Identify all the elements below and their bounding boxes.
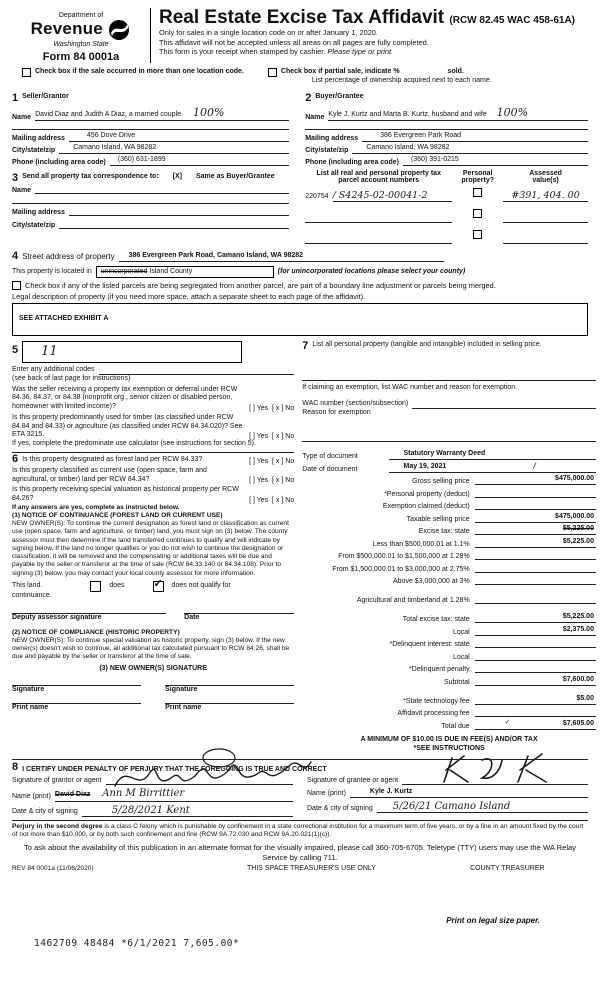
perjury-lead: Perjury in the second degree bbox=[12, 822, 103, 830]
exemption-yes-checkbox[interactable]: [ ] Yes bbox=[249, 404, 269, 412]
current-use-yes-checkbox[interactable]: [ ] Yes bbox=[249, 477, 269, 485]
gross-selling-price-value[interactable]: $475,000.00 bbox=[475, 475, 596, 485]
section-6-number: 6 bbox=[12, 452, 19, 465]
codes-handwritten: 11 bbox=[41, 343, 58, 359]
correspondence-mailing-label: Mailing address bbox=[12, 208, 65, 216]
buyer-phone-label: Phone (including area code) bbox=[305, 158, 399, 166]
segregated-parcel-label: Check box if any of the listed parcels are being segregated from another parcel, are part of a boundary line adjustment or parcels being merged. bbox=[25, 281, 496, 291]
buyer-name-field[interactable] bbox=[328, 106, 588, 121]
accessibility-notice: To ask about the availability of this publication in an alternate format for the visually impaired, please call 360-705-6705. Teletype (TTY) users may use the WA Relay Service by calling 711. bbox=[23, 843, 577, 862]
legal-description-field[interactable] bbox=[12, 303, 588, 336]
seller-phone-label: Phone (including area code) bbox=[12, 158, 106, 166]
type-of-document-field[interactable] bbox=[389, 450, 596, 460]
same-as-buyer-checkbox[interactable]: [X] bbox=[172, 172, 182, 180]
exemption-claimed-value[interactable] bbox=[475, 500, 596, 510]
personal-property-deduct-label: *Personal property (deduct) bbox=[384, 490, 470, 498]
parcel-row-2 bbox=[305, 205, 588, 223]
buyer-grantee-section bbox=[305, 93, 588, 244]
rev-number: REV 84 0001a (11/06/2020) bbox=[12, 865, 94, 873]
section-2-title: Buyer/Grantee bbox=[315, 92, 364, 100]
new-owner-signature-heading: (3) NEW OWNER(S) SIGNATURE bbox=[99, 664, 207, 672]
grantor-date-label: Date & city of signing bbox=[12, 808, 78, 815]
personal-property-checkbox-2[interactable] bbox=[473, 209, 482, 218]
cashier-stamp: 1462709 48484 *6/1/2021 7,605.00* bbox=[34, 938, 240, 949]
notice-continuance-text: NEW OWNER(S): To continue the current designation as forest land or classification as current use (open space, farm and agriculture, or timber) land, you must sign on (3) below. The county assessor must then determine if the land transferred continues to qualify and will indicate by signing below. If the land no longer qualifies or you do not wish to continue the designation or classification, it will be removed and the compensating or additional taxes will be due and payable by the seller or transferor at the time of sale (RCW 84.33.140 or 84.34.108). Prior to signing (3) below, you may contact your local county assessor for more information. bbox=[12, 520, 289, 577]
seller-name-field[interactable] bbox=[35, 106, 289, 121]
current-use-question: Is this property classified as current use (open space, farm and agricultural, or timber) land per RCW 84.34? bbox=[12, 466, 207, 483]
notice-compliance-heading: (2) NOTICE OF COMPLIANCE (HISTORIC PROPERTY) bbox=[12, 628, 180, 636]
section-8-number: 8 bbox=[12, 761, 19, 774]
perjury-notice bbox=[12, 820, 588, 839]
grantee-signature-field[interactable] bbox=[402, 775, 588, 785]
delinquent-penalty-label: *Delinquent penalty bbox=[408, 666, 470, 674]
buyer-mailing-field[interactable] bbox=[362, 132, 588, 142]
grantor-print-name-label: Name (print) bbox=[12, 793, 51, 800]
personal-property-deduct-value[interactable] bbox=[475, 488, 596, 498]
grantee-name-value: Kyle J. Kurtz bbox=[369, 788, 413, 796]
total-excise-local-value[interactable]: $2,375.00 bbox=[475, 626, 596, 636]
date-of-document-value: May 19, 2021 bbox=[403, 462, 447, 470]
grantor-date-field[interactable] bbox=[82, 805, 293, 817]
does-not-label: does not qualify for bbox=[171, 581, 231, 589]
partial-sale-sold-label: sold. bbox=[447, 68, 464, 75]
total-due-value: $7,605.00 bbox=[562, 719, 594, 727]
legal-size-note: Print on legal size paper. bbox=[446, 915, 540, 925]
personal-property-header-1: Personal bbox=[462, 169, 493, 177]
section-1-number: 1 bbox=[12, 91, 19, 104]
grantor-date-handwritten: 5/28/2021 Kent bbox=[111, 804, 190, 816]
section-5-number: 5 bbox=[12, 343, 19, 356]
unincorporated-struck: unincorporated bbox=[100, 267, 148, 275]
partial-sale-pct-field[interactable] bbox=[404, 68, 444, 69]
partial-sale-checkbox[interactable] bbox=[268, 68, 277, 77]
dor-logo-icon bbox=[107, 19, 131, 41]
seller-mailing-value: 456 Dove Drive bbox=[86, 131, 136, 139]
additional-codes-field[interactable] bbox=[99, 365, 295, 375]
subtitle-1: Only for sales in a single location code on or after January 1, 2020. bbox=[159, 27, 378, 37]
seller-name-value: David Diaz and Judith A Diaz, a married couple bbox=[35, 110, 181, 118]
same-as-buyer-label: Same as Buyer/Grantee bbox=[196, 172, 275, 180]
correspondence-csz-label: City/state/zip bbox=[12, 221, 56, 229]
exemption-claimed-label: Exemption claimed (deduct) bbox=[382, 503, 470, 511]
reason-exemption-label: Reason for exemption bbox=[302, 408, 371, 416]
street-address-value: 386 Evergreen Park Road, Camano Island, WA 98282 bbox=[128, 251, 304, 259]
legal-description-label: Legal description of property (if you need more space, attach a separate sheet to each page of the affidavit). bbox=[12, 291, 366, 301]
tier1-value[interactable]: $5,225.00 bbox=[475, 538, 596, 548]
seller-mailing-field[interactable] bbox=[69, 132, 289, 142]
assessed-value-header-2: value(s) bbox=[532, 176, 559, 184]
total-due-pen-mark: ✓ bbox=[504, 717, 511, 726]
grantee-signing-block bbox=[307, 775, 588, 817]
correspondence-name-field[interactable] bbox=[35, 184, 289, 194]
partial-sale-label: Check box if partial sale, indicate % bbox=[280, 68, 400, 75]
affidavit-processing-fee-label: Affidavit processing fee bbox=[397, 710, 470, 718]
see-instructions-note: *SEE INSTRUCTIONS bbox=[413, 744, 485, 752]
excise-tax-state-label: Excise tax: state bbox=[418, 528, 470, 536]
title-block bbox=[150, 8, 588, 63]
seller-mailing-label: Mailing address bbox=[12, 134, 65, 142]
grantee-date-field[interactable] bbox=[377, 801, 588, 813]
form-header bbox=[12, 8, 588, 63]
multi-location-checkbox[interactable] bbox=[22, 68, 31, 77]
form-title-rcw: (RCW 82.45 WAC 458-61A) bbox=[449, 15, 575, 26]
codes-note: (see back of last page for instructions) bbox=[12, 374, 131, 382]
correspondence-name-label: Name bbox=[12, 186, 32, 194]
section-1-title: Seller/Grantor bbox=[22, 92, 69, 100]
continuance-label: continuance. bbox=[12, 591, 52, 599]
seller-name-label: Name bbox=[12, 113, 32, 121]
excise-tax-state-value-struck[interactable]: $5,225.00 bbox=[475, 525, 596, 535]
timber-yes-checkbox[interactable]: [ ] Yes bbox=[249, 433, 269, 440]
subtitle-2: This affidavit will not be accepted unless all areas on all pages are fully completed. bbox=[159, 37, 429, 47]
dor-logo-block bbox=[12, 8, 150, 63]
historic-no-checkbox[interactable]: [ x ] No bbox=[272, 496, 295, 504]
historic-question: Is this property receiving special valuation as historical property per RCW 84.26? bbox=[12, 486, 239, 502]
forest-no-checkbox[interactable]: [ x ] No bbox=[272, 457, 295, 465]
historic-yes-checkbox[interactable]: [ ] Yes bbox=[249, 496, 269, 504]
agricultural-label: Agricultural and timberland at 1.28% bbox=[356, 597, 470, 605]
section-7-financial-column bbox=[302, 341, 596, 754]
notice-continuance-heading: (1) NOTICE OF CONTINUANCE (FOREST LAND OR CURRENT USE) bbox=[12, 511, 223, 519]
wac-number-field[interactable] bbox=[412, 399, 596, 409]
grantor-signature-field[interactable] bbox=[106, 775, 293, 785]
date-of-document-label: Date of document bbox=[302, 465, 358, 473]
parcel-header-1: List all real and personal property tax bbox=[316, 169, 441, 177]
correspondence-csz-field[interactable] bbox=[59, 219, 289, 229]
assessed-value-field-1[interactable] bbox=[503, 190, 588, 202]
street-address-field[interactable] bbox=[119, 252, 444, 262]
assessed-value-header-1: Assessed bbox=[529, 169, 562, 177]
parcel-number-handwritten: / S4245-02-00041-2 bbox=[332, 189, 428, 201]
forest-yes-checkbox[interactable]: [ ] Yes bbox=[249, 457, 269, 465]
subtotal-value[interactable]: $7,600.00 bbox=[475, 676, 596, 686]
wac-number-label: WAC number (section/subsection) bbox=[302, 399, 409, 407]
legal-description-value: SEE ATTACHED EXHIBIT A bbox=[19, 314, 109, 322]
additional-codes-label: Enter any additional codes bbox=[12, 366, 95, 373]
segregated-parcel-checkbox[interactable] bbox=[12, 281, 21, 290]
exemption-claim-label: If claiming an exemption, list WAC number and reason for exemption. bbox=[302, 383, 518, 391]
grantee-date-label: Date & city of signing bbox=[307, 804, 373, 812]
seller-csz-field[interactable] bbox=[59, 144, 289, 154]
personal-property-checkbox-3[interactable] bbox=[473, 230, 482, 239]
current-use-no-checkbox[interactable]: [ x ] No bbox=[272, 477, 295, 485]
delinquent-interest-local-label: Local bbox=[452, 653, 470, 661]
multi-location-label: Check box if the sale occurred in more than one location code. bbox=[35, 68, 244, 75]
certification-section bbox=[12, 759, 588, 817]
grantor-name-handwritten: Ann M Birrittier bbox=[102, 788, 185, 800]
seller-phone-value: (360) 631-1899 bbox=[117, 155, 166, 163]
tier3-label: From $1,500,000.01 to $3,000,000 at 2.75% bbox=[332, 565, 470, 573]
delinquent-interest-state-label: *Delinquent interest: state bbox=[389, 641, 470, 649]
does-label: does bbox=[109, 581, 125, 589]
does-not-checkbox[interactable] bbox=[153, 576, 164, 592]
total-excise-state-label: Total excise tax: state bbox=[402, 616, 470, 624]
predominate-use-note: If yes, complete the predominate use calculator (see instructions for section 5). bbox=[12, 440, 256, 447]
parcel-table bbox=[305, 170, 588, 184]
buyer-phone-value: (360) 391-0215 bbox=[410, 155, 459, 163]
does-not-checkmark: ✓ bbox=[153, 576, 163, 590]
exemption-question: Was the seller receiving a property tax exemption or deferral under RCW 84.36, 84.37, or 84.38 (nonprofit org., senior citizen or disabled person, homeowner with limited income)? bbox=[12, 385, 238, 410]
buyer-name-label: Name bbox=[305, 113, 325, 121]
taxable-selling-price-value[interactable]: $475,000.00 bbox=[475, 513, 596, 523]
county-value: Island County bbox=[149, 267, 193, 275]
timber-no-checkbox[interactable]: [ x ] No bbox=[272, 433, 295, 440]
washington-state-label: Washington State bbox=[53, 41, 109, 48]
delinquent-interest-local-value[interactable] bbox=[475, 651, 596, 661]
form-title-text: Real Estate Excise Tax Affidavit bbox=[159, 7, 445, 28]
subtitle-3a: This form is your receipt when stamped by cashier. bbox=[159, 47, 328, 57]
parcel-number-printed: 220754 bbox=[305, 192, 329, 200]
date-of-document-field[interactable] bbox=[389, 460, 596, 473]
tier4-label: Above $3,000,000 at 3% bbox=[393, 578, 470, 586]
agricultural-value[interactable] bbox=[475, 594, 596, 604]
delinquent-penalty-value[interactable] bbox=[475, 663, 596, 673]
seller-csz-value: Camano Island, WA 98282 bbox=[73, 143, 157, 151]
subtotal-label: Subtotal bbox=[443, 678, 470, 686]
buyer-csz-label: City/state/zip bbox=[305, 146, 349, 154]
deputy-assessor-label: Deputy assessor signature bbox=[12, 613, 102, 621]
tier3-value[interactable] bbox=[475, 563, 596, 573]
parcel-row-1 bbox=[305, 184, 588, 202]
grantee-print-name-label: Name (print) bbox=[307, 789, 346, 797]
this-land-label: This land. bbox=[12, 581, 43, 589]
timber-question: Is this property predominantly used for timber (as classified under RCW 84.84 and 84.33) or agriculture (as classified under RCW 84.34.020)? See ETA 3215. bbox=[12, 413, 243, 439]
total-due-field[interactable] bbox=[475, 717, 596, 730]
grantor-signing-block bbox=[12, 775, 293, 817]
assessed-value-field-2[interactable] bbox=[503, 213, 588, 223]
ownership-pct-note: List percentage of ownership acquired next to each name. bbox=[311, 77, 492, 84]
deputy-date-label: Date bbox=[184, 613, 200, 621]
type-of-document-label: Type of document bbox=[302, 453, 358, 461]
county-note: (for unincorporated locations please select your county) bbox=[277, 267, 466, 275]
seller-grantor-section bbox=[12, 93, 289, 244]
located-in-label: This property is located in bbox=[12, 267, 92, 275]
county-select[interactable] bbox=[96, 266, 274, 279]
subtitle-3 bbox=[159, 47, 588, 57]
tier1-label: Less than $500,000.01 at 1.1% bbox=[372, 540, 470, 548]
buyer-pct-handwritten: 100% bbox=[496, 105, 529, 119]
grantee-date-handwritten: 5/26/21 Camano Island bbox=[392, 801, 511, 813]
grantor-signature-label: Signature of grantor or agent bbox=[12, 776, 102, 784]
taxable-selling-price-label: Taxable selling price bbox=[406, 515, 470, 523]
property-address-section bbox=[12, 251, 588, 336]
delinquent-interest-state-value[interactable] bbox=[475, 638, 596, 648]
correspondence-mailing-field[interactable] bbox=[69, 206, 289, 216]
revenue-wordmark: Revenue bbox=[30, 19, 103, 39]
street-address-label: Street address of property bbox=[22, 251, 115, 261]
tier2-label: From $500,000.01 to $1,500,000 at 1.28% bbox=[338, 553, 470, 561]
section-2-number: 2 bbox=[305, 91, 312, 104]
grantee-signature-label: Signature of grantee or agent bbox=[307, 776, 399, 784]
exemption-no-checkbox[interactable]: [ x ] No bbox=[272, 404, 295, 412]
buyer-csz-value: Camano Island, WA 98282 bbox=[366, 143, 450, 151]
section-4-number: 4 bbox=[12, 249, 19, 262]
seller-phone-field[interactable] bbox=[110, 156, 289, 166]
buyer-mailing-label: Mailing address bbox=[305, 134, 359, 142]
affidavit-processing-fee-value[interactable] bbox=[475, 707, 596, 717]
perjury-body: is a class C felony which is punishable by confinement in a state correctional institution for a maximum term of five years, or by a fine in an amount fixed by the court of not more than $10,000, or by both such confinement and fine (RCW 9A.72.030 and RCW 9A.20.021(1)(c)). bbox=[12, 822, 584, 838]
personal-property-list-label: List all personal property (tangible and intangible) included in selling price. bbox=[312, 340, 542, 348]
buyer-mailing-value: 386 Evergreen Park Road bbox=[380, 131, 462, 139]
form-number: Form 84 0001a bbox=[42, 51, 120, 63]
grantor-name-struck: David Diaz bbox=[54, 791, 91, 799]
date-pen-mark: / bbox=[533, 460, 536, 470]
personal-property-list-field[interactable] bbox=[302, 380, 596, 381]
parcel-number-field[interactable] bbox=[333, 190, 453, 202]
total-due-label: Total due bbox=[441, 722, 470, 730]
sections-5-6-column bbox=[12, 341, 294, 754]
seller-csz-label: City/state/zip bbox=[12, 146, 56, 154]
forest-land-question: Is this property designated as forest land per RCW 84.33? bbox=[22, 456, 203, 463]
reason-exemption-field[interactable] bbox=[302, 441, 596, 442]
parcel-number-field-2[interactable] bbox=[305, 213, 452, 223]
grantor-print-name-field[interactable] bbox=[55, 788, 293, 802]
new-owner-signature-label-2: Signature bbox=[165, 686, 198, 694]
section-7-number: 7 bbox=[302, 339, 309, 352]
buyer-csz-field[interactable] bbox=[352, 144, 588, 154]
seller-pct-handwritten: 100% bbox=[192, 105, 225, 119]
state-technology-fee-value[interactable]: $5.00 bbox=[475, 695, 596, 705]
type-of-document-value: Statutory Warranty Deed bbox=[403, 450, 486, 458]
new-owner-print-label-1: Print name bbox=[12, 704, 49, 712]
section-3-number: 3 bbox=[12, 171, 19, 184]
footer-row bbox=[12, 865, 588, 874]
total-excise-local-label: Local bbox=[452, 628, 470, 636]
buyer-name-value: Kyle J. Kurtz and Marta B. Kurtz, husband and wife bbox=[328, 110, 487, 118]
if-yes-note: If any answers are yes, complete as instructed below. bbox=[12, 503, 180, 511]
new-owner-print-label-2: Print name bbox=[165, 704, 202, 712]
state-technology-fee-label: *State technology fee bbox=[403, 697, 470, 705]
certify-statement: I CERTIFY UNDER PENALTY OF PERJURY THAT THE FOREGOING IS TRUE AND CORRECT bbox=[22, 766, 327, 774]
parcel-row-3 bbox=[305, 226, 588, 244]
grantee-print-name-field[interactable] bbox=[350, 788, 588, 798]
tier4-value[interactable] bbox=[475, 575, 596, 585]
does-checkbox[interactable] bbox=[90, 581, 101, 592]
assessed-value-field-3[interactable] bbox=[503, 234, 588, 244]
county-treasurer-label: COUNTY TREASURER bbox=[470, 865, 545, 873]
parcel-header-2: parcel account numbers bbox=[338, 176, 420, 184]
parcel-number-field-3[interactable] bbox=[305, 234, 452, 244]
section-3-label: Send all property tax correspondence to: bbox=[22, 172, 159, 180]
notice-compliance-text: NEW OWNER(S): To continue special valuation as historic property, sign (3) below. If the new owner(s) doesn't wish to continue, all additional tax calculated pursuant to RCW 84.26, shall be due and payable by the seller or transferor at the time of sale. bbox=[12, 636, 290, 661]
assessed-value-handwritten: #391, 404. 00 bbox=[511, 189, 580, 201]
personal-property-header-2: property? bbox=[461, 176, 495, 184]
dept-of-label: Department of bbox=[58, 12, 104, 19]
subtitle-3b: Please type or print. bbox=[327, 47, 394, 57]
minimum-due-note: A MINIMUM OF $10.00 IS DUE IN FEE(S) AND/OR TAX bbox=[360, 735, 538, 743]
new-owner-signature-label-1: Signature bbox=[12, 686, 45, 694]
buyer-phone-field[interactable] bbox=[403, 156, 588, 166]
total-excise-state-value[interactable]: $5,225.00 bbox=[475, 613, 596, 623]
partial-sale-block bbox=[268, 68, 492, 86]
additional-codes-box[interactable] bbox=[22, 341, 242, 363]
gross-selling-price-label: Gross selling price bbox=[412, 478, 470, 486]
tier2-value[interactable] bbox=[475, 550, 596, 560]
treasurer-use-label: THIS SPACE TREASURER'S USE ONLY bbox=[247, 865, 376, 873]
form-title bbox=[159, 8, 588, 28]
personal-property-checkbox-1[interactable] bbox=[473, 188, 482, 197]
